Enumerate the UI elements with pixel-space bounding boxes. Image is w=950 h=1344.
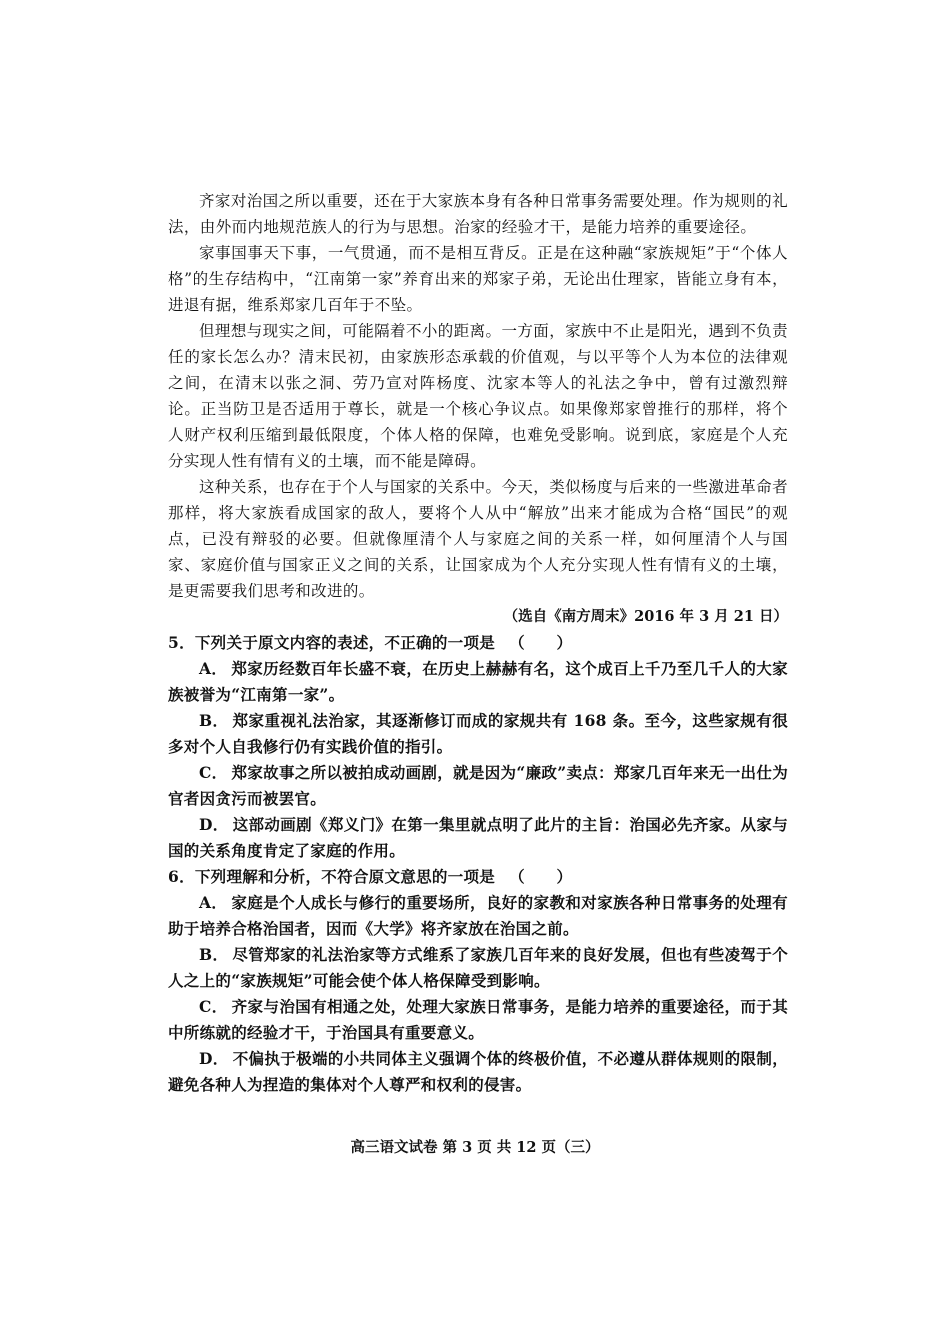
option-letter: C． [199, 997, 228, 1016]
option-letter: A． [199, 659, 228, 678]
question-5 [168, 630, 788, 864]
option-text: 齐家与治国有相通之处，处理大家族日常事务，是能力培养的重要途径，而于其中所练就的经验才干，于治国具有重要意义。 [168, 997, 788, 1042]
option-b [168, 708, 788, 760]
question-stem-text: 6．下列理解和分析，不符合原文意思的一项是 [168, 867, 496, 886]
option-d [168, 1046, 788, 1098]
passage-source: （选自《南方周末》2016 年 3 月 21 日） [503, 608, 788, 625]
option-text: 郑家重视礼法治家，其逐渐修订而成的家规共有 168 条。至今，这些家规有很多对个人自我修行仍有实践价值的指引。 [168, 711, 789, 756]
option-a [168, 656, 788, 708]
option-c [168, 760, 788, 812]
option-d [168, 812, 788, 864]
option-b [168, 942, 788, 994]
option-letter: B． [199, 945, 229, 964]
option-text: 尽管郑家的礼法治家等方式维系了家族几百年来的良好发展，但也有些凌驾于个人之上的“家族规矩”可能会使个体人格保障受到影响。 [168, 945, 788, 990]
option-text: 郑家历经数百年长盛不衰，在历史上赫赫有名，这个成百上千乃至几千人的大家族被誉为“江南第一家”。 [168, 659, 788, 704]
option-letter: D． [199, 1049, 229, 1068]
option-text: 这部动画剧《郑义门》在第一集里就点明了此片的主旨：治国必先齐家。从家与国的关系角度肯定了家庭的作用。 [168, 815, 788, 860]
option-letter: B． [199, 711, 229, 730]
question-6 [168, 864, 788, 1098]
option-text: 家庭是个人成长与修行的重要场所，良好的家教和对家族各种日常事务的处理有助于培养合格治国者，因而《大学》将齐家放在治国之前。 [168, 893, 788, 938]
question-stem [168, 630, 788, 656]
page-footer: 高三语文试卷 第 3 页 共 12 页（三） [350, 1139, 600, 1156]
option-a [168, 890, 788, 942]
passage-paragraph: 但理想与现实之间，可能隔着不小的距离。一方面，家族中不止是阳光，遇到不负责任的家长怎么办？清末民初，由家族形态承载的价值观，与以平等个人为本位的法律观之间，在清末以张之洞、劳乃宣对阵杨度、沈家本等人的礼法之争中，曾有过激烈辩论。正当防卫是否适用于尊长，就是一个核心争议点。如果像郑家曾推行的那样，将个人财产权利压缩到最低限度，个体人格的保障，也难免受影响。说到底，家庭是个人充分实现人性有情有义的土壤，而不能是障碍。 [168, 322, 788, 470]
answer-blank: （ ） [509, 867, 573, 886]
option-letter: D． [199, 815, 229, 834]
question-stem [168, 864, 788, 890]
page-content [168, 188, 788, 1098]
passage-paragraph: 齐家对治国之所以重要，还在于大家族本身有各种日常事务需要处理。作为规则的礼法，由外而内地规范族人的行为与思想。治家的经验才干，是能力培养的重要途径。 [168, 192, 788, 236]
option-c [168, 994, 788, 1046]
passage-paragraph: 家事国事天下事，一气贯通，而不是相互背反。正是在这种融“家族规矩”于“个体人格”的生存结构中，“江南第一家”养育出来的郑家子弟，无论出仕理家，皆能立身有本，进退有据，维系郑家几百年于不坠。 [168, 244, 788, 314]
passage-paragraph: 这种关系，也存在于个人与国家的关系中。今天，类似杨度与后来的一些激进革命者那样，将大家族看成国家的敌人，要将个人从中“解放”出来才能成为合格“国民”的观点，已没有辩驳的必要。但就像厘清个人与家庭之间的关系一样，如何厘清个人与国家、家庭价值与国家正义之间的关系，让国家成为个人充分实现人性有情有义的土壤，是更需要我们思考和改进的。 [168, 478, 788, 600]
question-stem-text: 5．下列关于原文内容的表述，不正确的一项是 [168, 633, 496, 652]
option-text: 不偏执于极端的小共同体主义强调个体的终极价值，不必遵从群体规则的限制，避免各种人为捏造的集体对个人尊严和权利的侵害。 [168, 1049, 788, 1094]
option-letter: C． [199, 763, 228, 782]
answer-blank: （ ） [509, 633, 573, 652]
option-text: 郑家故事之所以被拍成动画剧，就是因为“廉政”卖点：郑家几百年来无一出仕为官者因贪污而被罢官。 [168, 763, 789, 808]
option-letter: A． [199, 893, 228, 912]
